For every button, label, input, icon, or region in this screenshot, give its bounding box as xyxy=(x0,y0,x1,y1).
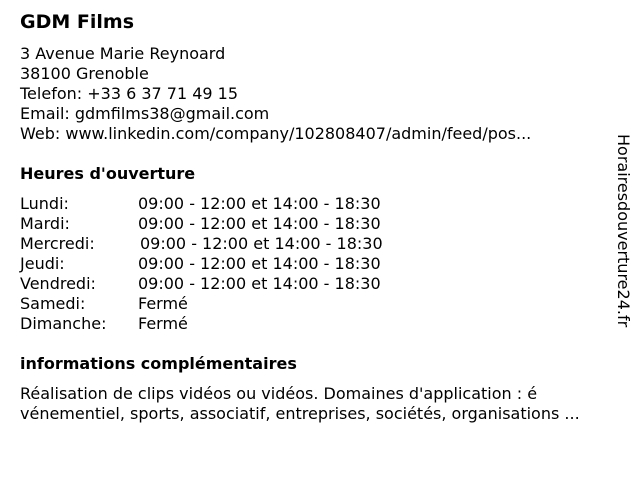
day-hours: 09:00 - 12:00 et 14:00 - 18:30 xyxy=(138,274,381,293)
day-label: Mardi: xyxy=(20,214,70,233)
day-hours: 09:00 - 12:00 et 14:00 - 18:30 xyxy=(138,194,381,213)
address-street: 3 Avenue Marie Reynoard xyxy=(20,44,226,63)
day-label: Jeudi: xyxy=(20,254,65,273)
info-line: vénementiel, sports, associatif, entreprises, sociétés, organisations ... xyxy=(20,404,580,423)
day-hours: Fermé xyxy=(138,314,188,333)
phone-line: Telefon: +33 6 37 71 49 15 xyxy=(20,84,239,103)
address-city: 38100 Grenoble xyxy=(20,64,149,83)
web-line: Web: www.linkedin.com/company/102808407/admin/feed/pos... xyxy=(20,124,532,143)
day-label: Samedi: xyxy=(20,294,86,313)
site-watermark: Horairesdouverture24.fr xyxy=(614,134,633,328)
info-line: Réalisation de clips vidéos ou vidéos. Domaines d'application : é xyxy=(20,384,538,403)
day-hours: 09:00 - 12:00 et 14:00 - 18:30 xyxy=(140,234,383,253)
day-hours: Fermé xyxy=(138,294,188,313)
info-heading: informations complémentaires xyxy=(20,354,297,373)
day-hours: 09:00 - 12:00 et 14:00 - 18:30 xyxy=(138,254,381,273)
day-label: Dimanche: xyxy=(20,314,107,333)
day-label: Vendredi: xyxy=(20,274,96,293)
info-description xyxy=(20,384,630,424)
hours-heading: Heures d'ouverture xyxy=(20,164,196,183)
email-line: Email: gdmfilms38@gmail.com xyxy=(20,104,270,123)
day-hours: 09:00 - 12:00 et 14:00 - 18:30 xyxy=(138,214,381,233)
business-name: GDM Films xyxy=(20,11,134,33)
day-label: Lundi: xyxy=(20,194,69,213)
contact-block xyxy=(20,44,531,144)
day-label: Mercredi: xyxy=(20,234,95,253)
